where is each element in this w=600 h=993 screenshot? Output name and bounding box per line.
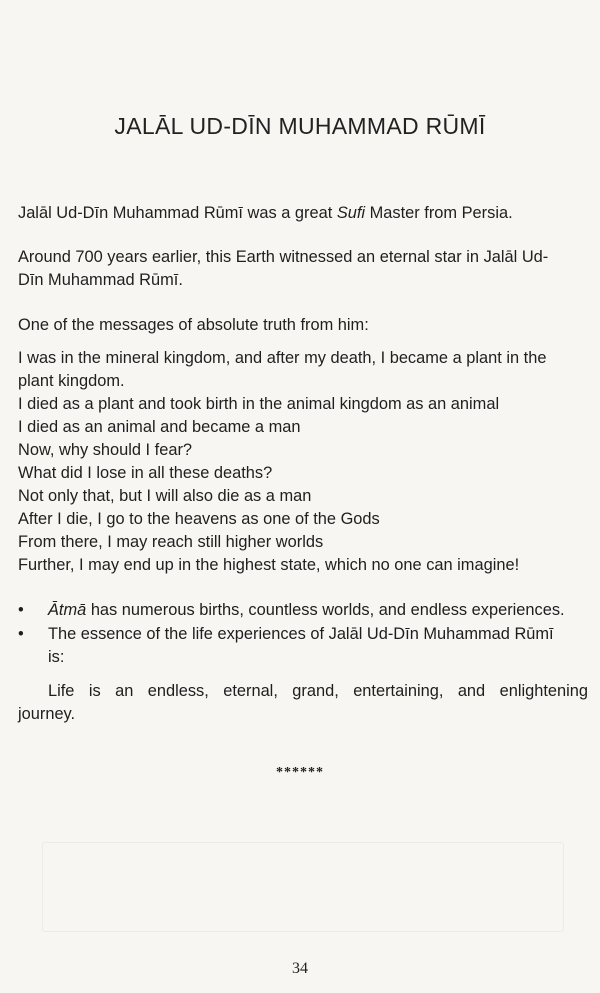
para2-line-1: Around 700 years earlier, this Earth witnessed an eternal star in Jalāl Ud- (18, 248, 549, 266)
poem-line-7: Not only that, but I will also die as a man (18, 487, 312, 505)
para2-line-2: Dīn Muhammad Rūmī. (18, 271, 183, 289)
poem-line-4: I died as an animal and became a man (18, 418, 301, 436)
bullet-item-1 (48, 599, 565, 622)
intro-paragraph (18, 202, 513, 225)
intro-italic-sufi: Sufi (336, 204, 366, 222)
bleed-through-box (42, 842, 564, 932)
poem-line-2: plant kingdom. (18, 372, 125, 390)
poem-line-9: From there, I may reach still higher worlds (18, 533, 324, 551)
bullet-1-rest: has numerous births, countless worlds, and endless experiences. (86, 601, 565, 619)
bullet-item-2-line-2: is: (48, 648, 65, 666)
poem-line-6: What did I lose in all these deaths? (18, 464, 273, 482)
poem-line-5: Now, why should I fear? (18, 441, 193, 459)
poem-line-10: Further, I may end up in the highest state, which no one can imagine! (18, 556, 520, 574)
section-separator: ****** (276, 765, 324, 780)
intro-text-after: Master from Persia. (365, 204, 513, 222)
bullet-marker-2: • (18, 625, 24, 643)
page-number: 34 (292, 960, 308, 977)
poem-line-8: After I die, I go to the heavens as one of the Gods (18, 510, 380, 528)
bullet-item-2-line-1: The essence of the life experiences of Jalāl Ud-Dīn Muhammad Rūmī (48, 625, 554, 643)
intro-text-before: Jalāl Ud-Dīn Muhammad Rūmī was a great (18, 204, 337, 222)
page-title: JALĀL UD-DĪN MUHAMMAD RŪMĪ (114, 113, 486, 139)
closing-line-1: Life is an endless, eternal, grand, entertaining, and enlightening (48, 682, 588, 700)
para3-text: One of the messages of absolute truth from him: (18, 316, 369, 334)
poem-line-1: I was in the mineral kingdom, and after my death, I became a plant in the (18, 349, 547, 367)
poem-line-3: I died as a plant and took birth in the animal kingdom as an animal (18, 395, 500, 413)
closing-line-2: journey. (18, 705, 76, 723)
bullet-italic-atma: Ātmā (48, 601, 87, 619)
bullet-marker-1: • (18, 601, 24, 619)
